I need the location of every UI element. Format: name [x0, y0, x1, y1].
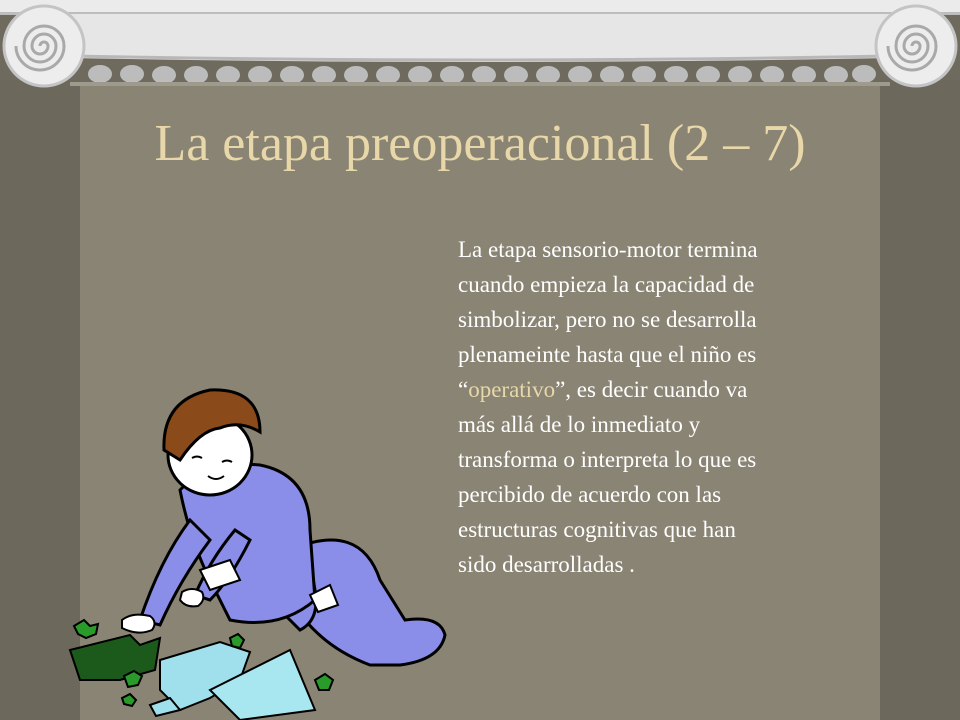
- body-line: cuando empieza la capacidad de: [458, 272, 755, 297]
- body-line: plenameinte hasta que el niño es: [458, 342, 757, 367]
- body-line-with-highlight: [458, 372, 878, 407]
- body-line: más allá de lo inmediato y: [458, 412, 701, 437]
- body-line: sido desarrolladas .: [458, 552, 635, 577]
- body-paragraph: [458, 232, 878, 582]
- slide-title: La etapa preoperacional (2 – 7): [154, 115, 806, 172]
- highlighted-word: operativo: [468, 377, 556, 402]
- ionic-capital-decoration: [0, 0, 960, 100]
- body-line: La etapa sensorio-motor termina: [458, 237, 758, 262]
- line-continuation: ”, es decir cuando va: [555, 377, 748, 402]
- open-quote: “: [458, 377, 469, 402]
- body-line: percibido de acuerdo con las: [458, 482, 722, 507]
- body-line: transforma o interpreta lo que es: [458, 447, 757, 472]
- body-line: simbolizar, pero no se desarrolla: [458, 307, 757, 332]
- right-column-shaft: [880, 80, 960, 720]
- body-line: estructuras cognitivas que han: [458, 517, 736, 542]
- child-playing-puzzle-icon: [60, 380, 460, 720]
